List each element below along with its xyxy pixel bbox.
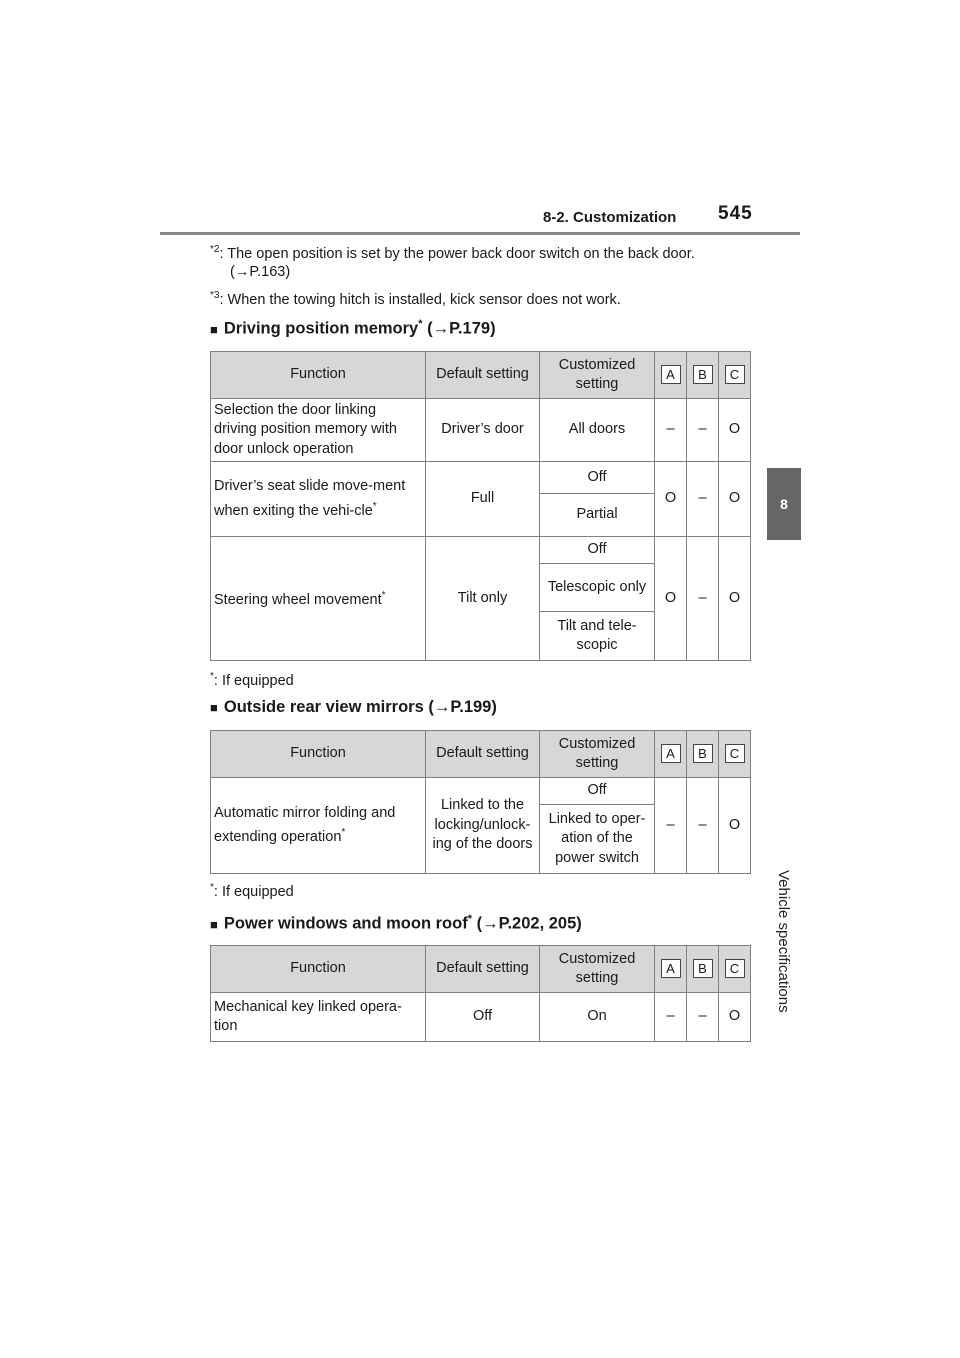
cell-default: Full <box>426 462 540 537</box>
col-b <box>687 352 719 399</box>
cell-custom: All doors <box>540 399 655 462</box>
cell-function: Mechanical key linked opera-tion <box>211 993 426 1042</box>
label-b: B <box>693 365 713 384</box>
col-function: Function <box>211 946 426 993</box>
cell-custom: Telescopic only <box>540 564 655 612</box>
section-heading-mirrors <box>210 698 497 717</box>
chapter-label-container <box>770 870 800 1040</box>
col-b <box>687 946 719 993</box>
col-function: Function <box>211 731 426 778</box>
col-b <box>687 731 719 778</box>
label-a: A <box>661 744 681 763</box>
col-c <box>719 352 751 399</box>
col-a <box>655 352 687 399</box>
cell-custom: Tilt and tele-scopic <box>540 612 655 661</box>
note-text: : If equipped <box>213 672 294 689</box>
cell-a: – <box>655 778 687 874</box>
cell-custom: On <box>540 993 655 1042</box>
cell-custom: Off <box>540 778 655 805</box>
footnote-mark: *3 <box>210 290 220 301</box>
col-customized: Customized setting <box>540 352 655 399</box>
function-text: Steering wheel movement <box>214 592 382 609</box>
cell-c: O <box>719 778 751 874</box>
table-row <box>211 778 751 805</box>
section-title: 8-2. Customization <box>543 209 677 226</box>
cell-c: O <box>719 993 751 1042</box>
cell-custom: Off <box>540 537 655 564</box>
bullet-square-icon: ■ <box>210 700 218 715</box>
cell-function: Selection the door linking driving position memory with door unlock operation <box>211 399 426 462</box>
cell-a: O <box>655 462 687 537</box>
cell-c: O <box>719 399 751 462</box>
section-heading-power-windows <box>210 913 582 934</box>
cell-b: – <box>687 778 719 874</box>
footnote-text: : The open position is set by the power back door switch on the back door. <box>219 245 695 262</box>
cell-custom: Partial <box>540 494 655 537</box>
bullet-square-icon: ■ <box>210 321 218 337</box>
power-windows-table <box>210 945 751 1042</box>
table1-note <box>210 671 294 689</box>
cell-custom: Linked to oper-ation of the power switch <box>540 805 655 874</box>
label-c: C <box>725 744 745 763</box>
equipped-mark: * <box>418 318 423 330</box>
cell-b: – <box>687 537 719 661</box>
cell-b: – <box>687 993 719 1042</box>
heading-ref: (→P.179) <box>427 319 496 338</box>
label-b: B <box>693 744 713 763</box>
table-row <box>211 537 751 564</box>
cell-default: Tilt only <box>426 537 540 661</box>
page-number: 545 <box>718 203 753 224</box>
cell-default: Driver’s door <box>426 399 540 462</box>
cell-function <box>211 778 426 874</box>
col-c <box>719 731 751 778</box>
cell-c: O <box>719 537 751 661</box>
col-customized: Customized setting <box>540 731 655 778</box>
col-function: Function <box>211 352 426 399</box>
footnote-2-ref: (→P.163) <box>230 264 291 280</box>
equipped-mark: * <box>467 913 472 925</box>
chapter-label: Vehicle specifications <box>775 870 792 1013</box>
cell-a: O <box>655 537 687 661</box>
col-default: Default setting <box>426 352 540 399</box>
function-text: Driver’s seat slide move-ment when exiting the vehi-cle <box>214 478 406 519</box>
label-a: A <box>661 365 681 384</box>
equipped-mark: * <box>381 590 386 602</box>
chapter-tab: 8 <box>767 468 801 540</box>
table-row <box>211 462 751 494</box>
bullet-square-icon: ■ <box>210 916 218 932</box>
note-mark: * <box>210 882 214 893</box>
footnote-3 <box>210 286 621 310</box>
label-b: B <box>693 959 713 978</box>
function-text: Automatic mirror folding and extending operation <box>214 804 396 845</box>
cell-a: – <box>655 399 687 462</box>
heading-text: Outside rear view mirrors (→P.199) <box>223 698 497 716</box>
col-default: Default setting <box>426 731 540 778</box>
heading-text: Driving position memory <box>223 319 419 338</box>
col-a <box>655 731 687 778</box>
col-c <box>719 946 751 993</box>
heading-ref: (→P.202, 205) <box>476 914 582 933</box>
cell-b: – <box>687 399 719 462</box>
cell-a: – <box>655 993 687 1042</box>
label-c: C <box>725 365 745 384</box>
header-divider <box>160 232 800 235</box>
equipped-mark: * <box>372 500 377 512</box>
label-a: A <box>661 959 681 978</box>
driving-position-table <box>210 351 751 661</box>
col-a <box>655 946 687 993</box>
note-mark: * <box>210 671 214 682</box>
cell-c: O <box>719 462 751 537</box>
cell-function <box>211 537 426 661</box>
equipped-mark: * <box>341 827 346 839</box>
table2-note <box>210 882 294 900</box>
heading-text: Power windows and moon roof <box>223 914 468 933</box>
mirrors-table <box>210 730 751 874</box>
col-customized: Customized setting <box>540 946 655 993</box>
table-header-row <box>211 352 751 399</box>
table-row <box>211 993 751 1042</box>
cell-default: Off <box>426 993 540 1042</box>
cell-default: Linked to the locking/unlock-ing of the doors <box>426 778 540 874</box>
table-row <box>211 399 751 462</box>
footnote-mark: *2 <box>210 244 220 255</box>
cell-custom: Off <box>540 462 655 494</box>
col-default: Default setting <box>426 946 540 993</box>
footnote-text: : When the towing hitch is installed, kick sensor does not work. <box>219 291 621 308</box>
footnote-2 <box>210 240 695 264</box>
table-header-row <box>211 946 751 993</box>
section-heading-driving-position <box>210 318 496 339</box>
cell-b: – <box>687 462 719 537</box>
label-c: C <box>725 959 745 978</box>
note-text: : If equipped <box>213 883 294 900</box>
cell-function <box>211 462 426 537</box>
table-header-row <box>211 731 751 778</box>
